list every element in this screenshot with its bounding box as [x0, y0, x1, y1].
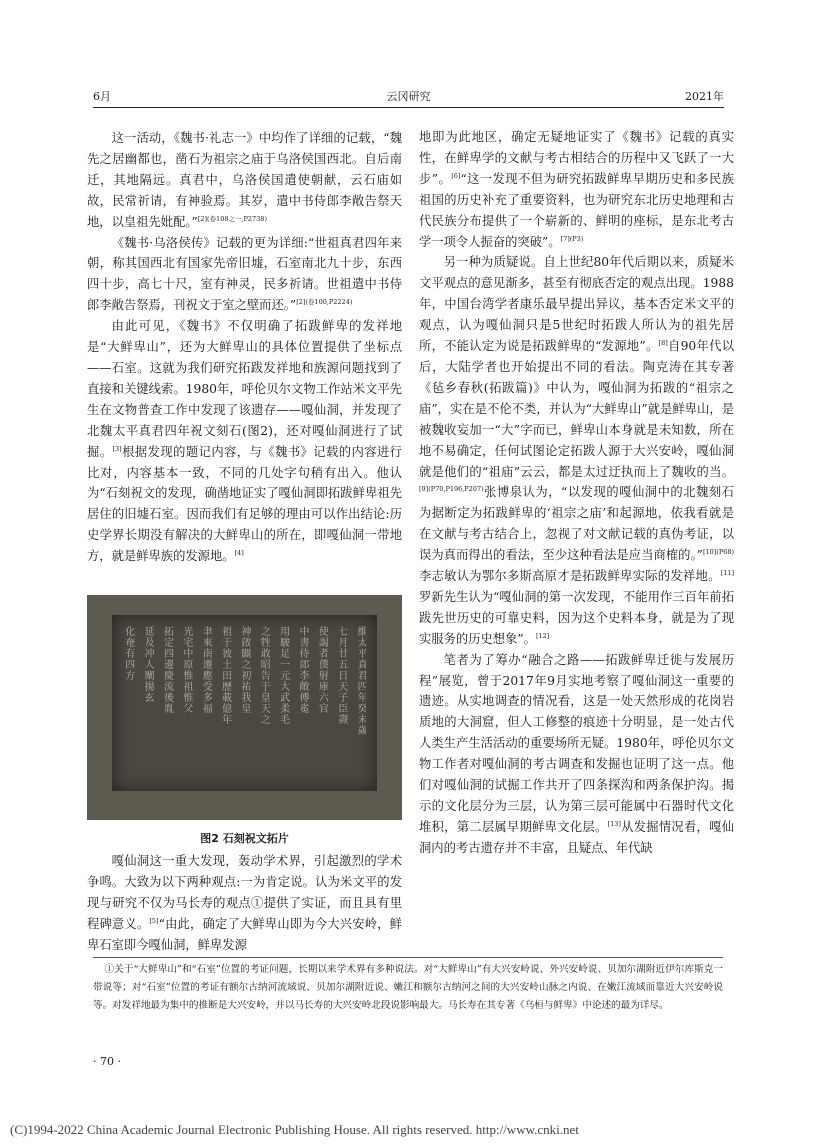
- inscription-column: 七月廿五日天子臣燾: [335, 625, 347, 725]
- inscription-column: 神啟闢之初祐我皇: [238, 625, 250, 714]
- paragraph: 由此可见，《魏书》不仅明确了拓跋鲜卑的发祥地是“大鲜卑山”，还为大鲜卑山的具体位置提供了坐标点——石室。这就为我们研究拓跋发祥地和族源问题找到了直接和关键线索。1980年，呼伦贝尔文物工作站米文平先生在文物普查工作中发现了该遗存——嘎仙洞，并发现了北魏太平真君四年祝文刻石(图2)，还对嘎仙洞进行了试掘。[3]根据发现的题记内容，与《魏书》记载的内容进行比对，内容基本一致，不同的几处字句稍有出入。他认为“石刻祝文的发现，确凿地证实了嘎仙洞即拓跋鲜卑祖先居住的旧墟石室。因而我们有足够的理由可以作出结论:历史学界长期没有解决的大鲜卑山的所在，即嘎仙洞一带地方，就是鲜卑族的发源地。[4]: [87, 319, 402, 564]
- footnote-text: ①关于“大鲜卑山”和“石室”位置的考证问题，长期以来学术界有多种说法。对“大鲜卑山”有大兴安岭说、外兴安岭说、贝加尔湖附近伊尔库斯克一带说等；对“石室”位置的考证有额尔古纳河流域说、贝加尔湖附近说、嫩江和额尔古纳河之间的大兴安岭山脉之内说、在嫩江流域而靠近大兴安岭说等。对发祥地最为集中的推断是大兴安岭，并以马长寿的大兴安岭北段说影响最大。马长寿在其专著《乌桓与鲜卑》中论述的最为详尽。: [93, 964, 723, 1012]
- inscription-column: 祖于彼土田歷載億年: [219, 625, 231, 725]
- footnote-rule: [93, 957, 723, 958]
- header-year: 2021年: [685, 90, 724, 103]
- running-header: [93, 88, 724, 106]
- stone-rubbing-image: [87, 595, 402, 820]
- citation-marker: [2](卷108之一,P2738): [197, 214, 267, 223]
- citation-marker: [7](P3): [560, 234, 584, 243]
- right-column: [419, 127, 734, 859]
- inscription-column: 之牲敢昭告于皇天之: [258, 625, 270, 725]
- inscription-column: 中書侍郎李敞傅㝹: [297, 625, 308, 714]
- inscription-column: 拓定四邊慶流後胤: [161, 625, 173, 714]
- inscription-column: 化奄有四方: [122, 625, 134, 681]
- inscription-column: 聿來南遷應受多福: [200, 625, 212, 714]
- citation-marker: [4]: [234, 549, 244, 558]
- paragraph: 笔者为了筹办“融合之路——拓跋鲜卑迁徙与发展历程”展览，曾于2017年9月实地考察了嘎仙洞这一重要的遗迹。从实地调查的情况看，这是一处天然形成的花岗岩质地的大洞窟，但人工修整的痕迹十分明显，是一处古代人类生产生活活动的重要场所无疑。1980年，呼伦贝尔文物工作者对嘎仙洞的考古调查和发掘也证明了这一点。他们对嘎仙洞的试掘工作共开了四条探沟和两条保护沟。揭示的文化层分为三层，认为第三层可能属中石器时代文化堆积，第二层属早期鲜卑文化层。[13]从发掘情况看，嘎仙洞内的考古遗存并不丰富，且疑点、年代缺: [419, 652, 734, 855]
- paragraph: 地即为此地区，确定无疑地证实了《魏书》记载的真实性，在鲜卑学的文献与考古相结合的历程中又飞跃了一大步”。[6]“这一发现不但为研究拓跋鲜卑早期历史和多民族祖国的历史补充了重要资料，也为研究东北历史地理和古代民族分布提供了一个崭新的、鲜明的座标，是东北考古学一项令人振奋的突破”。$^{[7](P3)}$: [419, 130, 734, 249]
- header-rule: [93, 107, 724, 108]
- footnote: [93, 961, 723, 1016]
- inscription-text: [123, 626, 366, 780]
- inscription-column: 延及冲人闡揚玄: [142, 625, 154, 703]
- paragraph: 这一活动，《魏书·礼志一》中均作了详细的记载，“魏先之居幽都也，凿石为祖宗之庙于乌洛侯国西北。自后南迁，其地隔远。真君中，乌洛侯国遣使朝献，云石庙如故，民常祈请，有神验焉。其岁，遣中书侍郎李敞告祭天地，以皇祖先妣配。”$^{[2](卷108之一,P2738)}$: [87, 131, 402, 229]
- left-column: [87, 128, 402, 567]
- copyright-notice: (C)1994-2022 China Academic Journal Electronic Publishing House. All rights reserved. http://www.cnki.net: [10, 1122, 579, 1137]
- inscription-column: 使謁者僕射庫六官: [316, 625, 328, 714]
- paragraph: 《魏书·乌洛侯传》记载的更为详细:“世祖真君四年来朝，称其国西北有国家先帝旧墟，石室南北九十步，东西四十步，高七十尺，室有神灵，民多祈请。世祖遣中书侍郎李敞告祭焉，刊祝文于室之壁而还。”$^{[2](卷100,P2224)}$: [87, 235, 402, 313]
- stone-slab: [112, 615, 377, 791]
- citation-marker: [12]: [535, 631, 550, 640]
- paragraph: 另一种为质疑说。自上世纪80年代后期以来，质疑米文平观点的意见渐多，甚至有彻底否定的观点出现。1988年，中国台湾学者康乐最早提出异议，基本否定米文平的观点，认为嘎仙洞只是5世纪时拓跋人所认为的祖先居所，不能认定为说是拓跋鲜卑的“发源地”。[8]自90年代以后，大陆学者也开始提出不同的看法。陶克涛在其专著《毡乡春秋(拓跋篇)》中认为，嘎仙洞为拓跋的“祖宗之庙”，实在是不伦不类，并认为“大鲜卑山”就是鲜卑山，是被魏收妄加一“大”字而已，鲜卑山本身就是未知数，所在地不易确定，任何试图论定拓跋人源于大兴安岭，嘎仙洞就是他们的“祖庙”云云，都是太过迂执而上了魏收的当。$^{[9](P70,P196,P207)}$张博泉认为，“以发现的嘎仙洞中的北魏刻石为据断定为拓跋鲜卑的‘祖宗之庙’和起源地，依我看就是在文献与考古结合上，忽视了对文献记载的真伪考证，以误为真而得出的看法，至少这种看法是应当商榷的。”$^{[10](P68)}$李志敏认为鄂尔多斯高原才是拓跋鲜卑实际的发祥地。[11]罗新先生认为“嘎仙洞的第一次发现，不能用作三百年前拓跋先世历史的可靠史料，因为这个史料本身，就是为了现实服务的历史想象”。[12]: [419, 255, 734, 646]
- citation-marker: [6]: [451, 171, 461, 180]
- citation-marker: [13]: [607, 819, 621, 828]
- citation-marker: [5]: [149, 916, 159, 925]
- inscription-column: 維太平真君四年癸未歲: [355, 625, 367, 736]
- citation-marker: [9](P70,P196,P207): [419, 485, 484, 494]
- citation-marker: [3]: [112, 444, 122, 453]
- citation-marker: [8]: [658, 338, 668, 347]
- header-month: 6月: [93, 90, 111, 103]
- inscription-column: 光宅中原惟祖惟父: [180, 625, 192, 714]
- citation-marker: [11]: [720, 568, 734, 577]
- citation-marker: [2](卷100,P2224): [296, 298, 353, 307]
- citation-marker: [10](P68): [702, 548, 734, 557]
- paragraph: 嘎仙洞这一重大发现，轰动学术界，引起激烈的学术争鸣。大致为以下两种观点:一为肯定说。认为米文平的发现与研究不仅为马长寿的观点①提供了实证，而且具有里程碑意义。[5]“由此，确定了大鲜卑山即为今大兴安岭，鲜卑石室即今嘎仙洞，鲜卑发源: [87, 854, 402, 952]
- figure-caption: 图2 石刻祝文拓片: [200, 832, 289, 845]
- page-number: · 70 ·: [93, 1055, 121, 1068]
- left-column-continued: [87, 851, 402, 956]
- header-journal-title: 云冈研究: [386, 90, 431, 103]
- inscription-column: 用駿足一元大武柔毛: [277, 625, 289, 725]
